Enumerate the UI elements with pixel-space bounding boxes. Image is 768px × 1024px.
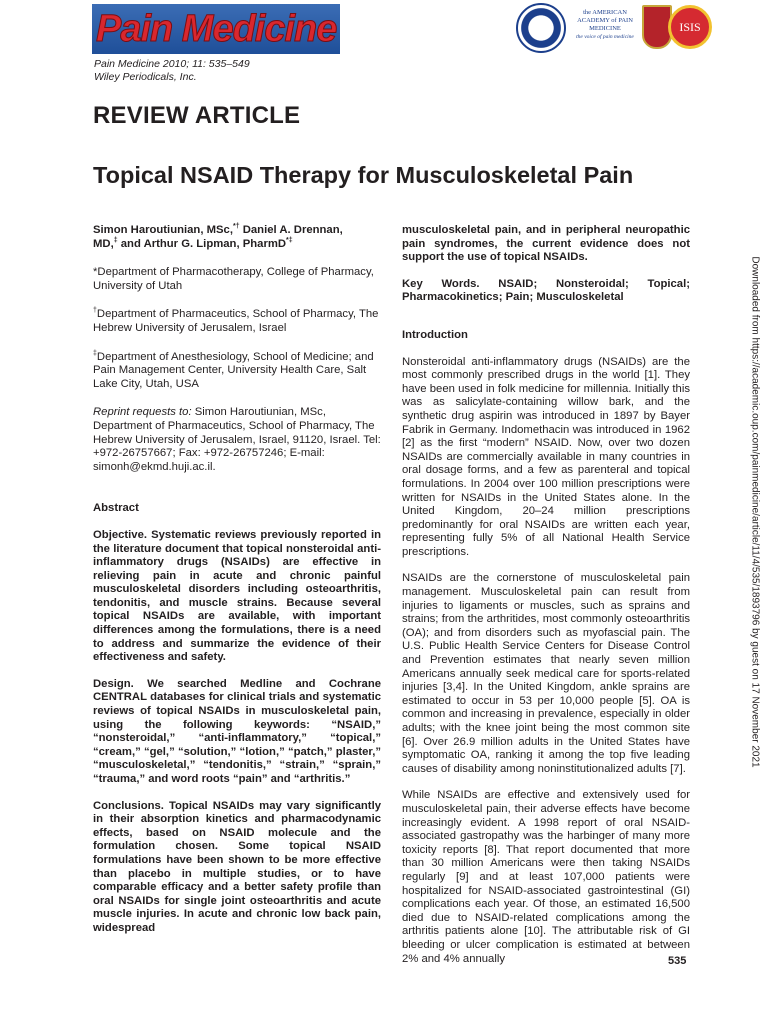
reprint-label: Reprint requests to: <box>93 406 192 419</box>
author-2-mark: ‡ <box>113 236 118 244</box>
affiliation-3 <box>93 351 381 392</box>
aapm-tagline: the voice of pain medicine <box>576 34 634 40</box>
author-2-degree: MD, <box>93 237 114 250</box>
affiliation-1-text: Department of Pharmacotherapy, College of Pharmacy, University of Utah <box>93 266 374 292</box>
author-list <box>93 224 381 251</box>
aapm-name <box>568 9 642 41</box>
citation <box>94 58 250 83</box>
article-title: Topical NSAID Therapy for Musculoskeletal Pain <box>93 162 634 188</box>
intro-paragraph-2: NSAIDs are the cornerstone of musculoskeletal pain management. Musculoskeletal pain can result from injuries to ligaments or muscles, such as sprains and strains; from the arthritides, most commonly osteoarthritis (OA); and from disorders such as myofascial pain. The U.S. Public Health Service Centers for Disease Control and Prevention estimates that nearly seven million Americans annually seek medical care for sports-related injuries [3,4]. In the United Kingdom, ankle sprains are estimated to occur in 53 per 10,000 people [5]. OA is common and increasing in prevalence, especially in older adults; with the knee joint being the most common site [6]. Over 26.9 million adults in the United States have symptomatic OA, ranking it among the top five leading causes of disability among noninstitutionalized adults [7]. <box>402 572 690 775</box>
author-2: Daniel A. Drennan, <box>239 224 343 236</box>
right-column <box>402 224 690 966</box>
page-number: 535 <box>668 955 687 967</box>
affiliation-3-mark: ‡ <box>93 349 97 357</box>
author-3: and Arthur G. Lipman, PharmD <box>117 237 287 250</box>
abstract-design: Design. We searched Medline and Cochrane CENTRAL databases for clinical trials and systematic reviews of topical NSAIDs in musculoskeletal pain, using the following keywords: “NSAID,” “nonsteroidal,” “anti-inflammatory,” “topical,” “cream,” “gel,” “solution,” “lotion,” “patch,” plaster,” “musculoskeletal,” “tendonitis,” “strain,” “sprain,” “trauma,” and word roots “pain” and “arthritis.” <box>93 677 381 785</box>
isis-seal-icon: ISIS <box>668 5 712 49</box>
author-1-mark: *† <box>232 223 240 231</box>
abstract-objective: Objective. Systematic reviews previously reported in the literature document that topical nonsteroidal anti-inflammatory drugs (NSAIDs) are effective in relieving pain in acute and chronic painful musculoskeletal disorders including osteoarthritis, tendonitis, and muscle strains. Because several topical NSAIDs are available, with important differences among the formulations, there is a need to address and summarize the evidence of their effectiveness and safety. <box>93 528 381 664</box>
left-column <box>93 224 381 936</box>
introduction-heading: Introduction <box>402 328 468 341</box>
abstract-heading: Abstract <box>93 502 139 515</box>
affiliation-3-text: Department of Anesthesiology, School of Medicine; and Pain Management Center, University Health Care, Salt Lake City, Utah, USA <box>93 350 374 390</box>
citation-line-1: Pain Medicine 2010; 11: 535–549 <box>94 58 250 70</box>
abstract-conclusions: Conclusions. Topical NSAIDs may vary significantly in their absorption kinetics and pharmacodynamic effects, based on NSAID molecule and the formulation chosen. Some topical NSAID formulations have been shown to be more effective than placebo in multiple studies, or to have comparable efficacy and a better safety profile than oral NSAIDs for single joint osteoarthritis and acute muscle injuries. In acute and chronic low back pain, widespread <box>93 799 381 934</box>
header-seals <box>516 3 701 55</box>
intro-paragraph-3: While NSAIDs are effective and extensively used for musculoskeletal pain, their adverse effects have become increasingly evident. A 1998 report of oral NSAID-associated gastropathy was the harbinger of many more toxicity reports [8]. That report documented that more than 30 million Americans were then taking NSAIDs regularly [9] and at least 107,000 patients were hospitalized for NSAID-associated gastrointestinal (GI) complications each year. Of those, an estimated 16,500 died due to NSAID-related complications among the arthritis patients alone [10]. The attributable risk of GI bleeding or ulcer complication is estimated at between 2% and 4% annually <box>402 789 690 965</box>
key-words: Key Words. NSAID; Nonsteroidal; Topical; Pharmacokinetics; Pain; Musculoskeletal <box>402 277 690 304</box>
download-notice-text: Downloaded from https://academic.oup.com/painmedicine/article/11/4/535/1893796 by guest on 17 November 2021 <box>749 256 761 768</box>
aapm-seal-icon <box>516 3 566 53</box>
article-type: REVIEW ARTICLE <box>93 102 301 129</box>
affiliation-1 <box>93 266 381 293</box>
reprint-text: Simon Haroutiunian, MSc, Department of Pharmaceutics, School of Pharmacy, The Hebrew University of Jerusalem, Israel, 91120, Israel. Tel: +972-26757667; Fax: +972-26757246; E-mail: simonh@ekmd.huji.ac.il. <box>93 406 381 473</box>
abstract-conclusions-continued: musculoskeletal pain, and in peripheral neuropathic pain syndromes, the current evidence does not support the use of topical NSAIDs. <box>402 224 690 264</box>
affiliation-2-text: Department of Pharmaceutics, School of Pharmacy, The Hebrew University of Jerusalem, Israel <box>93 308 379 334</box>
affiliation-1-mark: * <box>93 266 98 279</box>
intro-paragraph-1: Nonsteroidal anti-inflammatory drugs (NSAIDs) are the most commonly prescribed drugs in the world [1]. They have been used in folk medicine for millennia. Initially this was as salicylate-containing willow bark, and the synthetic drug aspirin was introduced in 1897 by Bayer Fabrik in Germany. Indomethacin was introduced in 1962 [2] as the first “modern” NSAID. Now, over two dozen NSAIDs are commercially available in many countries in oral dosage forms, and a few as parenteral and topical formulations. In 2004 over 100 million prescriptions were written for NSAIDs in the United States alone. In the United Kingdom, 20–24 million prescriptions predominantly for oral NSAIDs are written each year, representing fully 5% of all National Health Service prescriptions. <box>402 355 690 558</box>
author-1: Simon Haroutiunian, MSc, <box>93 224 233 236</box>
citation-line-2: Wiley Periodicals, Inc. <box>94 70 197 83</box>
journal-logo: Pain Medicine <box>92 4 340 54</box>
affiliation-2-mark: † <box>93 307 97 315</box>
affiliation-2 <box>93 308 381 335</box>
reprint-requests <box>93 406 381 474</box>
author-3-mark: *‡ <box>286 236 293 244</box>
aapm-name-text: the AMERICAN ACADEMY of PAIN MEDICINE <box>577 9 633 32</box>
